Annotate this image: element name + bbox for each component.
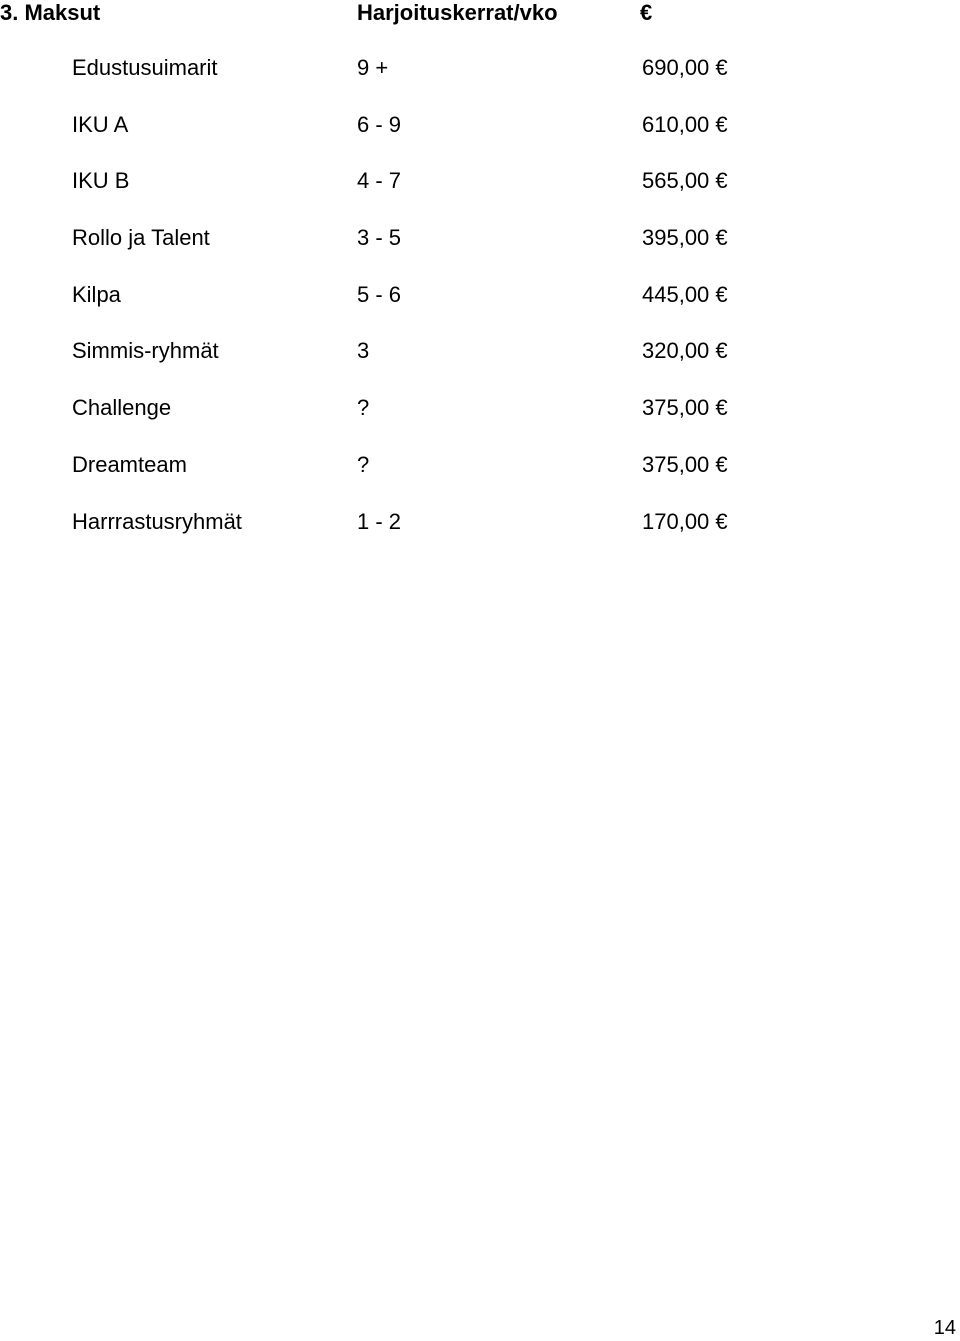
fee-row: [0, 54, 960, 111]
fee-amount: 375,00 €: [642, 395, 728, 421]
sessions-per-week: ?: [357, 395, 370, 421]
fee-amount: 565,00 €: [642, 168, 728, 194]
fees-header: [0, 0, 960, 30]
fee-row: [0, 167, 960, 224]
group-name: Edustusuimarit: [72, 55, 218, 80]
fee-row: [0, 394, 960, 451]
page-number: 14: [933, 1317, 956, 1339]
section-title: 3. Maksut: [0, 0, 101, 25]
sessions-per-week: 1 - 2: [357, 508, 402, 534]
sessions-column-header: Harjoituskerrat/vko: [357, 0, 558, 25]
group-name: Harrrastusryhmät: [72, 508, 242, 534]
sessions-per-week: ?: [357, 451, 370, 477]
sessions-per-week: 3: [357, 338, 370, 364]
fee-amount: 170,00 €: [642, 508, 728, 534]
fee-amount: 610,00 €: [642, 111, 728, 137]
group-name: Challenge: [72, 395, 172, 421]
fee-row: [0, 508, 960, 565]
fees-table: [0, 54, 960, 564]
price-column-header: €: [640, 0, 653, 25]
sessions-per-week: 6 - 9: [357, 111, 402, 137]
fee-amount: 395,00 €: [642, 225, 728, 251]
sessions-per-week: 5 - 6: [357, 281, 402, 307]
group-name: Rollo ja Talent: [72, 225, 210, 251]
sessions-per-week: 4 - 7: [357, 168, 402, 194]
fee-row: [0, 337, 960, 394]
group-name: Dreamteam: [72, 451, 187, 477]
fee-row: [0, 111, 960, 168]
sessions-per-week: 9 +: [357, 55, 389, 80]
fee-amount: 690,00 €: [642, 55, 728, 80]
group-name: Simmis-ryhmät: [72, 338, 219, 364]
fee-amount: 320,00 €: [642, 338, 728, 364]
fee-amount: 375,00 €: [642, 451, 728, 477]
sessions-per-week: 3 - 5: [357, 225, 402, 251]
fee-row: [0, 281, 960, 338]
fee-amount: 445,00 €: [642, 281, 728, 307]
group-name: IKU A: [72, 111, 129, 137]
fee-row: [0, 451, 960, 508]
fee-row: [0, 224, 960, 281]
group-name: IKU B: [72, 168, 130, 194]
group-name: Kilpa: [72, 281, 121, 307]
